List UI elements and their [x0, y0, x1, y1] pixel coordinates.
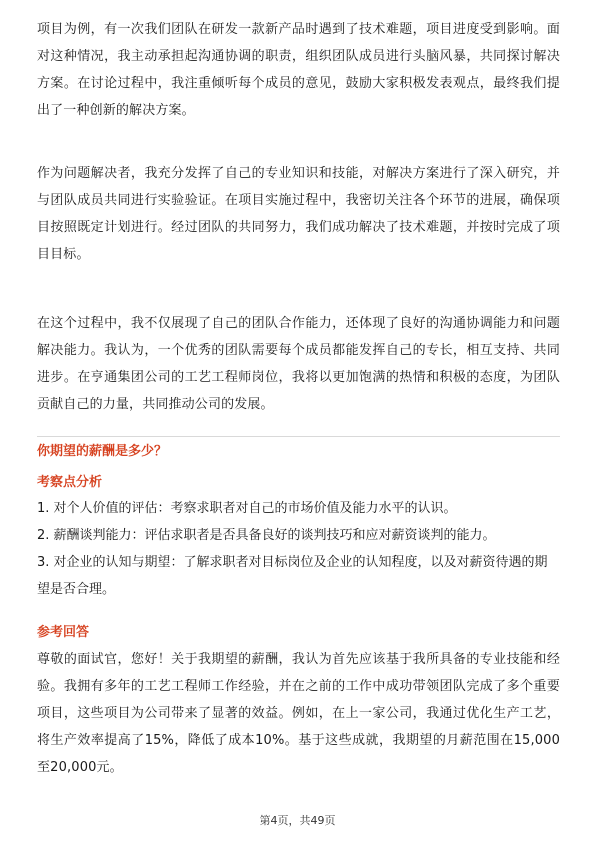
page-number-footer: 第4页，共49页 [259, 814, 336, 827]
body-paragraph-1: 项目为例，有一次我们团队在研发一款新产品时遇到了技术难题，项目进度受到影响。面对这种情况，我主动承担起沟通协调的职责，组织团队成员进行头脑风暴，共同探讨解决方案。在讨论过程中，我注重倾听每个成员的意见，鼓励大家积极发表观点，最终我们提出了一种创新的解决方案。 [37, 22, 560, 118]
list-item: 2. 薪酬谈判能力：评估求职者是否具备良好的谈判技巧和应对薪资谈判的能力。 [37, 528, 496, 543]
answer-paragraph: 尊敬的面试官，您好！关于我期望的薪酬，我认为首先应该基于我所具备的专业技能和经验。我拥有多年的工艺工程师工作经验，并在之前的工作中成功带领团队完成了多个重要项目，这些项目为公司带来了显著的效益。例如，在上一家公司，我通过优化生产工艺，将生产效率提高了15%，降低了成本10%。基于这些成就，我期望的月薪范围在15,000至20,000元。 [37, 652, 560, 775]
analysis-list [37, 495, 560, 603]
body-paragraph-3: 在这个过程中，我不仅展现了自己的团队合作能力，还体现了良好的沟通协调能力和问题解决能力。我认为，一个优秀的团队需要每个成员都能发挥自己的专长，相互支持、共同进步。在亨通集团公司的工艺工程师岗位，我将以更加饱满的热情和积极的态度，为团队贡献自己的力量，共同推动公司的发展。 [37, 316, 560, 412]
answer-heading: 参考回答 [37, 625, 90, 640]
section-divider [37, 436, 560, 437]
list-item: 1. 对个人价值的评估：考察求职者对自己的市场价值及能力水平的认识。 [37, 501, 457, 516]
question-heading: 你期望的薪酬是多少？ [37, 444, 168, 459]
list-item: 3. 对企业的认知与期望：了解求职者对目标岗位及企业的认知程度，以及对薪资待遇的期望是否合理。 [37, 555, 548, 597]
analysis-heading: 考察点分析 [37, 475, 103, 490]
body-paragraph-2: 作为问题解决者，我充分发挥了自己的专业知识和技能，对解决方案进行了深入研究，并与团队成员共同进行实验验证。在项目实施过程中，我密切关注各个环节的进展，确保项目按照既定计划进行。经过团队的共同努力，我们成功解决了技术难题，并按时完成了项目目标。 [37, 166, 560, 262]
